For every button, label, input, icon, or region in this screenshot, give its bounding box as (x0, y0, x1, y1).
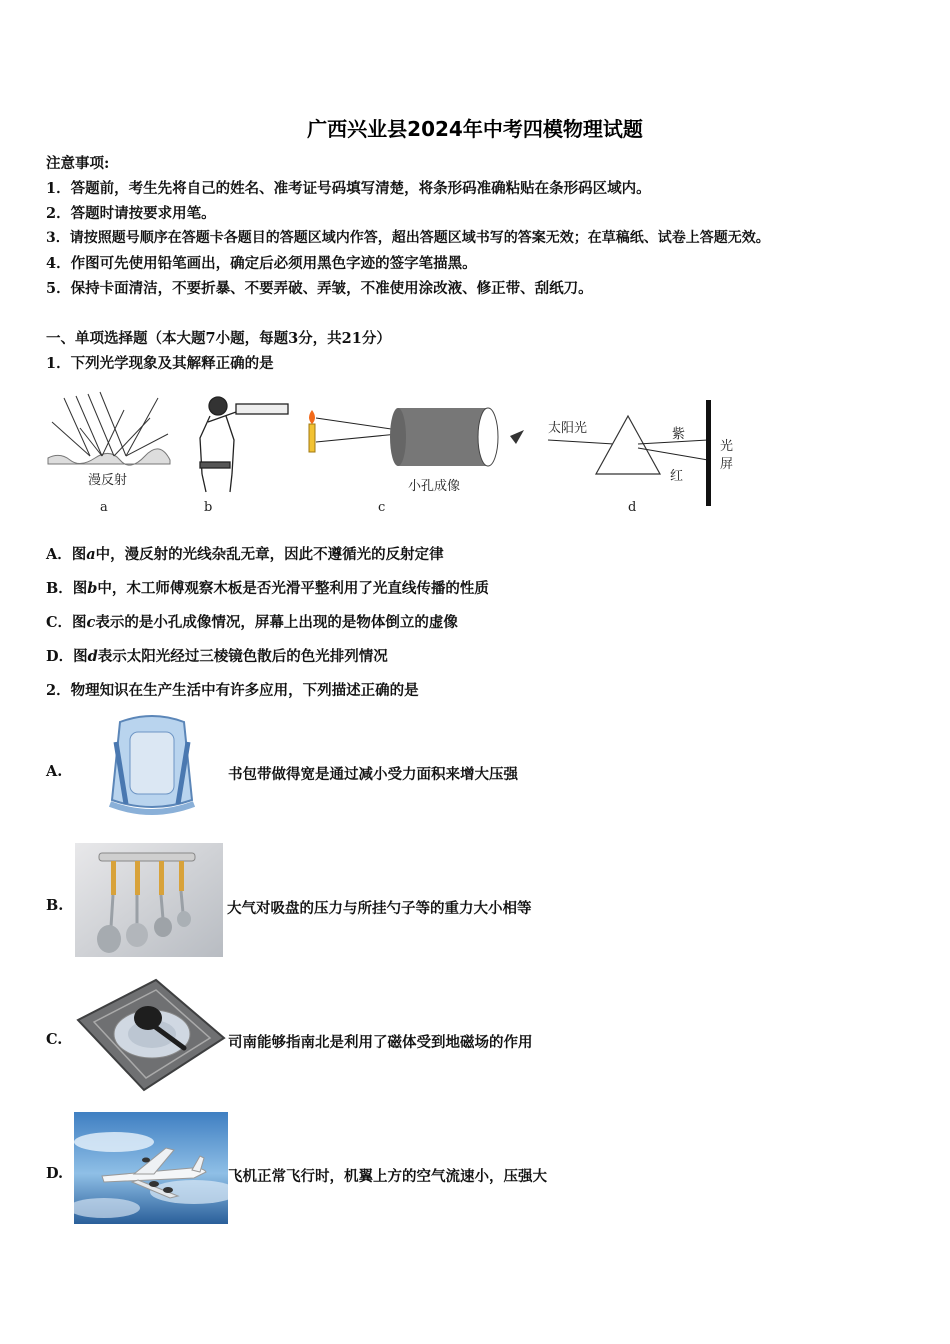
notice-item: 4．作图可先使用铅笔画出，确定后必须用黑色字迹的签字笔描黑。 (46, 255, 477, 272)
q2-option-c-label: C. (46, 1031, 63, 1048)
question-2-stem: 2．物理知识在生产生活中有许多应用，下列描述正确的是 (46, 682, 419, 699)
figure-label-d: d (628, 500, 637, 515)
q2-option-a-label: A. (46, 763, 63, 780)
sunlight-label: 太阳光 (548, 421, 588, 436)
notice-item: 3．请按照题号顺序在答题卡各题目的答题区域内作答，超出答题区域书写的答案无效；在草稿纸、试卷上答题无效。 (46, 230, 770, 246)
airplane-image (74, 1112, 228, 1224)
backpack-image (96, 712, 208, 820)
q1-option-c: C．图c表示的是小孔成像情况，屏幕上出现的是物体倒立的虚像 (46, 614, 458, 631)
hanging-spoons-image (75, 843, 223, 957)
screen-label-2: 屏 (720, 457, 734, 472)
notice-heading: 注意事项: (46, 155, 110, 172)
caption-diffuse: 漫反射 (88, 473, 128, 488)
q1-option-b: B．图b中，木工师傅观察木板是否光滑平整利用了光直线传播的性质 (46, 580, 489, 597)
caption-pinhole: 小孔成像 (408, 479, 461, 494)
figure-label-a: a (100, 500, 108, 515)
question-1-stem: 1．下列光学现象及其解释正确的是 (46, 355, 274, 372)
red-label: 红 (670, 469, 684, 484)
q2-option-d-label: D. (46, 1165, 64, 1182)
section-heading: 一、单项选择题（本大题7小题，每题3分，共21分） (46, 330, 391, 347)
page-title: 广西兴业县2024年中考四模物理试题 (307, 117, 643, 141)
prism-dispersion-diagram (548, 400, 733, 506)
q2-option-c-text: 司南能够指南北是利用了磁体受到地磁场的作用 (228, 1034, 533, 1051)
q2-option-a-text: 书包带做得宽是通过减小受力面积来增大压强 (228, 766, 518, 783)
q2-option-b-label: B. (46, 897, 64, 914)
pinhole-camera-diagram (309, 408, 524, 494)
compass-sinan-image (72, 976, 228, 1094)
q2-option-d-text: 飞机正常飞行时，机翼上方的空气流速小，压强大 (228, 1168, 547, 1185)
screen-label-1: 光 (720, 439, 734, 454)
violet-label: 紫 (672, 427, 686, 442)
q2-option-b-text: 大气对吸盘的压力与所挂勺子等的重力大小相等 (227, 900, 532, 917)
figure-label-c: c (378, 500, 386, 515)
q1-option-a: A．图a中，漫反射的光线杂乱无章，因此不遵循光的反射定律 (46, 546, 444, 563)
diffuse-reflection-diagram (48, 392, 170, 488)
q1-option-d: D．图d表示太阳光经过三棱镜色散后的色光排列情况 (46, 648, 388, 665)
optics-figure (40, 388, 760, 520)
figure-label-b: b (204, 500, 213, 515)
notice-item: 1．答题前，考生先将自己的姓名、准考证号码填写清楚，将条形码准确粘贴在条形码区域内。 (46, 180, 651, 197)
notice-item: 5．保持卡面清洁，不要折暴、不要弄破、弄皱，不准使用涂改液、修正带、刮纸刀。 (46, 280, 593, 297)
carpenter-figure (200, 397, 288, 492)
notice-item: 2．答题时请按要求用笔。 (46, 205, 216, 222)
